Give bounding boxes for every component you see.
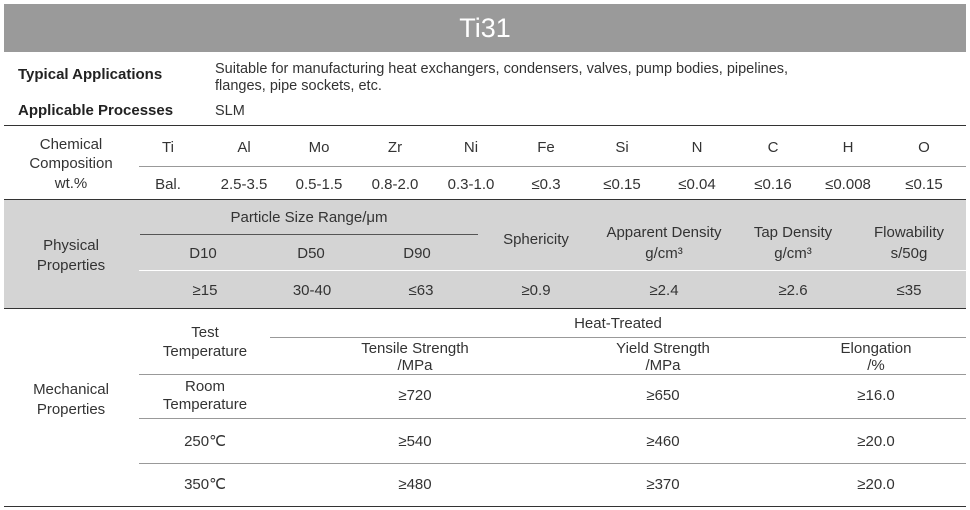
table-row-tensile: ≥480 <box>398 476 432 493</box>
chemical-value-cell: ≤0.3 <box>531 176 561 193</box>
chemical-element-header: Fe <box>537 139 555 156</box>
divider <box>4 506 966 507</box>
chemical-value-cell: ≤0.15 <box>905 176 943 193</box>
chemical-label-1: Chemical <box>39 136 103 153</box>
chemical-element-header: Si <box>615 139 629 156</box>
physical-label-2: Properties <box>36 257 106 274</box>
table-row-temp: 250℃ <box>184 433 226 450</box>
elongation-unit: /% <box>867 357 885 374</box>
chemical-value-cell: 0.3-1.0 <box>447 176 495 193</box>
flowability-header: Flowability <box>873 224 945 241</box>
particle-size-range-header: Particle Size Range/μm <box>230 209 388 226</box>
chemical-element-header: Zr <box>387 139 403 156</box>
table-row-elongation: ≥16.0 <box>857 387 895 404</box>
heat-treated-header: Heat-Treated <box>574 315 662 332</box>
d50-header: D50 <box>297 245 325 262</box>
divider <box>4 308 966 309</box>
chemical-element-header: O <box>918 139 930 156</box>
table-row-yield: ≥460 <box>646 433 680 450</box>
chemical-element-header: Ni <box>463 139 479 156</box>
flowability-unit: s/50g <box>890 245 928 262</box>
chemical-value-cell: ≤0.04 <box>678 176 716 193</box>
table-row-yield: ≥650 <box>646 387 680 404</box>
divider <box>4 199 966 200</box>
chemical-value-cell: ≤0.16 <box>754 176 792 193</box>
divider <box>270 337 966 338</box>
tap-density-unit: g/cm³ <box>774 245 812 262</box>
chemical-value-cell: ≤0.008 <box>825 176 871 193</box>
applicable-processes-value: SLM <box>215 103 245 119</box>
chemical-divider <box>139 166 966 167</box>
chemical-value-cell: ≤0.15 <box>603 176 641 193</box>
mechanical-label-1: Mechanical <box>33 381 109 398</box>
table-row-tensile: ≥720 <box>398 387 432 404</box>
table-row-temp: Room <box>184 378 225 395</box>
yield-strength-unit: /MPa <box>645 357 681 374</box>
physical-value-cell: ≤63 <box>408 282 434 299</box>
typical-applications-text-2: flanges, pipe sockets, etc. <box>215 78 382 94</box>
physical-value-cell: ≥0.9 <box>521 282 551 299</box>
yield-strength-header: Yield Strength <box>616 340 710 357</box>
test-temperature-header-2: Temperature <box>162 343 248 360</box>
chemical-label-3: wt.% <box>54 175 88 192</box>
chemical-value-cell: 0.8-2.0 <box>371 176 419 193</box>
physical-label-1: Physical <box>43 237 99 254</box>
divider <box>4 125 966 126</box>
chemical-element-header: Ti <box>162 139 174 156</box>
chemical-element-header: N <box>691 139 703 156</box>
apparent-density-unit: g/cm³ <box>645 245 683 262</box>
table-row-temp: Temperature <box>162 396 248 413</box>
tap-density-header: Tap Density <box>753 224 833 241</box>
typical-applications-text-1: Suitable for manufacturing heat exchangers, condensers, valves, pump bodies, pipelines, <box>215 61 789 77</box>
chemical-element-header: Mo <box>308 139 330 156</box>
physical-value-cell: ≤35 <box>896 282 922 299</box>
chemical-value-cell: 2.5-3.5 <box>220 176 268 193</box>
physical-value-cell: ≥2.4 <box>649 282 679 299</box>
mechanical-label-2: Properties <box>36 401 106 418</box>
physical-divider <box>139 270 966 271</box>
chemical-label-2: Composition <box>29 155 113 172</box>
tensile-strength-header: Tensile Strength <box>361 340 469 357</box>
physical-value-cell: ≥15 <box>192 282 218 299</box>
divider <box>139 418 966 419</box>
apparent-density-header: Apparent Density <box>606 224 722 241</box>
chemical-value-cell: 0.5-1.5 <box>295 176 343 193</box>
chemical-element-header: H <box>842 139 854 156</box>
chemical-element-header: Al <box>237 139 251 156</box>
sphericity-header: Sphericity <box>503 231 569 248</box>
chemical-element-header: C <box>767 139 779 156</box>
d90-header: D90 <box>403 245 431 262</box>
divider <box>139 374 966 375</box>
chemical-value-cell: Bal. <box>155 176 181 193</box>
divider <box>140 234 478 235</box>
page-title: Ti31 <box>459 13 511 43</box>
tensile-strength-unit: /MPa <box>397 357 433 374</box>
table-row-yield: ≥370 <box>646 476 680 493</box>
table-row-elongation: ≥20.0 <box>857 476 895 493</box>
typical-applications-label: Typical Applications <box>18 66 163 83</box>
table-row-elongation: ≥20.0 <box>857 433 895 450</box>
physical-value-cell: ≥2.6 <box>778 282 808 299</box>
table-row-tensile: ≥540 <box>398 433 432 450</box>
physical-value-cell: 30-40 <box>292 282 332 299</box>
elongation-header: Elongation <box>840 340 912 357</box>
divider <box>139 463 966 464</box>
table-row-temp: 350℃ <box>184 476 226 493</box>
d10-header: D10 <box>189 245 217 262</box>
test-temperature-header-1: Test <box>191 324 219 341</box>
applicable-processes-label: Applicable Processes <box>18 102 174 119</box>
